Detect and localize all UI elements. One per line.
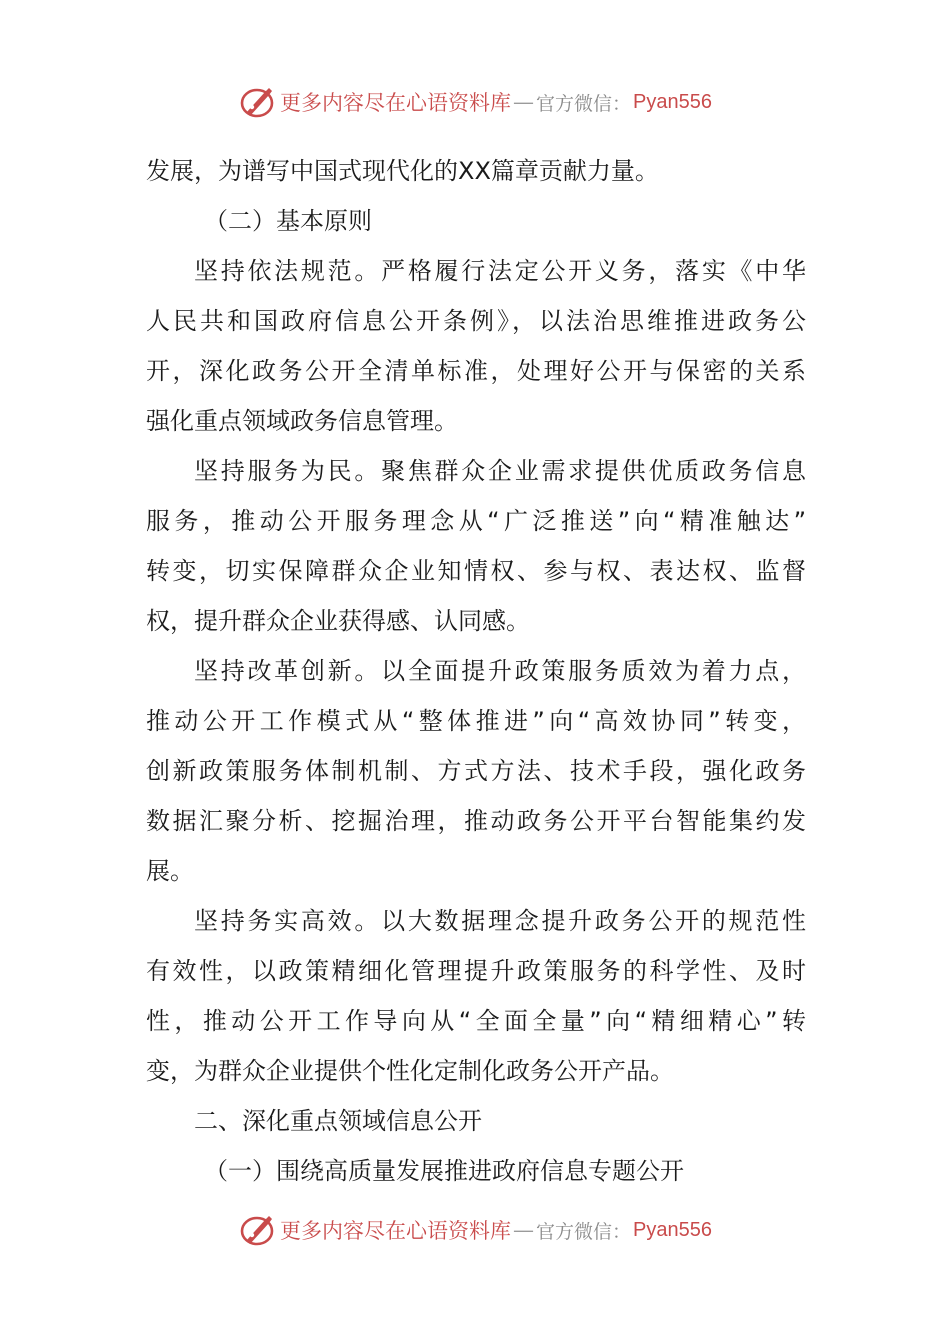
paragraph-line: 坚持服务为民。聚焦群众企业需求提供优质政务信息 <box>194 457 806 485</box>
watermark-wechat-label: 官方微信： <box>536 92 632 115</box>
watermark-wechat-id: Pyan556 <box>633 90 712 113</box>
footer-watermark-banner <box>0 1208 950 1252</box>
paragraph-line: 发展，为谱写中国式现代化的XX篇章贡献力量。 <box>146 157 659 185</box>
paragraph-line: 服务，推动公开服务理念从“广泛推送”向“精准触达” <box>146 507 806 535</box>
paragraph-line: 权，提升群众企业获得感、认同感。 <box>146 607 530 635</box>
header-watermark-banner <box>0 80 950 124</box>
paragraph-line: 变，为群众企业提供个性化定制化政务公开产品。 <box>146 1057 674 1085</box>
subsection-heading: （一）围绕高质量发展推进政府信息专题公开 <box>204 1157 684 1185</box>
watermark-wechat-id: Pyan556 <box>633 1218 712 1241</box>
section-heading: 二、深化重点领域信息公开 <box>194 1107 482 1135</box>
pen-swirl-logo-icon <box>238 1211 276 1249</box>
paragraph-line: 开，深化政务公开全清单标准，处理好公开与保密的关系 <box>146 357 806 385</box>
watermark-brand-text: 更多内容尽在心语资料库 <box>280 1219 511 1243</box>
watermark-separator: — <box>513 90 534 114</box>
paragraph-line: 推动公开工作模式从“整体推进”向“高效协同”转变， <box>146 707 806 735</box>
paragraph-line: 坚持改革创新。以全面提升政策服务质效为着力点， <box>194 657 806 685</box>
paragraph-line: 坚持依法规范。严格履行法定公开义务，落实《中华 <box>194 257 806 285</box>
paragraph-line: 创新政策服务体制机制、方式方法、技术手段，强化政务 <box>146 757 806 785</box>
pen-swirl-logo-icon <box>238 83 276 121</box>
paragraph-line: 性，推动公开工作导向从“全面全量”向“精细精心”转 <box>146 1007 806 1035</box>
watermark-separator: — <box>513 1218 534 1242</box>
paragraph-line: 有效性，以政策精细化管理提升政策服务的科学性、及时 <box>146 957 806 985</box>
paragraph-line: 强化重点领域政务信息管理。 <box>146 407 458 435</box>
section-heading: （二）基本原则 <box>204 207 372 235</box>
paragraph-line: 转变，切实保障群众企业知情权、参与权、表达权、监督 <box>146 557 806 585</box>
paragraph-line: 展。 <box>146 857 194 885</box>
watermark-wechat-label: 官方微信： <box>536 1220 632 1243</box>
paragraph-line: 数据汇聚分析、挖掘治理，推动政务公开平台智能集约发 <box>146 807 806 835</box>
document-body <box>146 146 806 1196</box>
watermark-brand-text: 更多内容尽在心语资料库 <box>280 91 511 115</box>
paragraph-line: 坚持务实高效。以大数据理念提升政务公开的规范性 <box>194 907 806 935</box>
paragraph-line: 人民共和国政府信息公开条例》，以法治思维推进政务公 <box>146 307 806 335</box>
